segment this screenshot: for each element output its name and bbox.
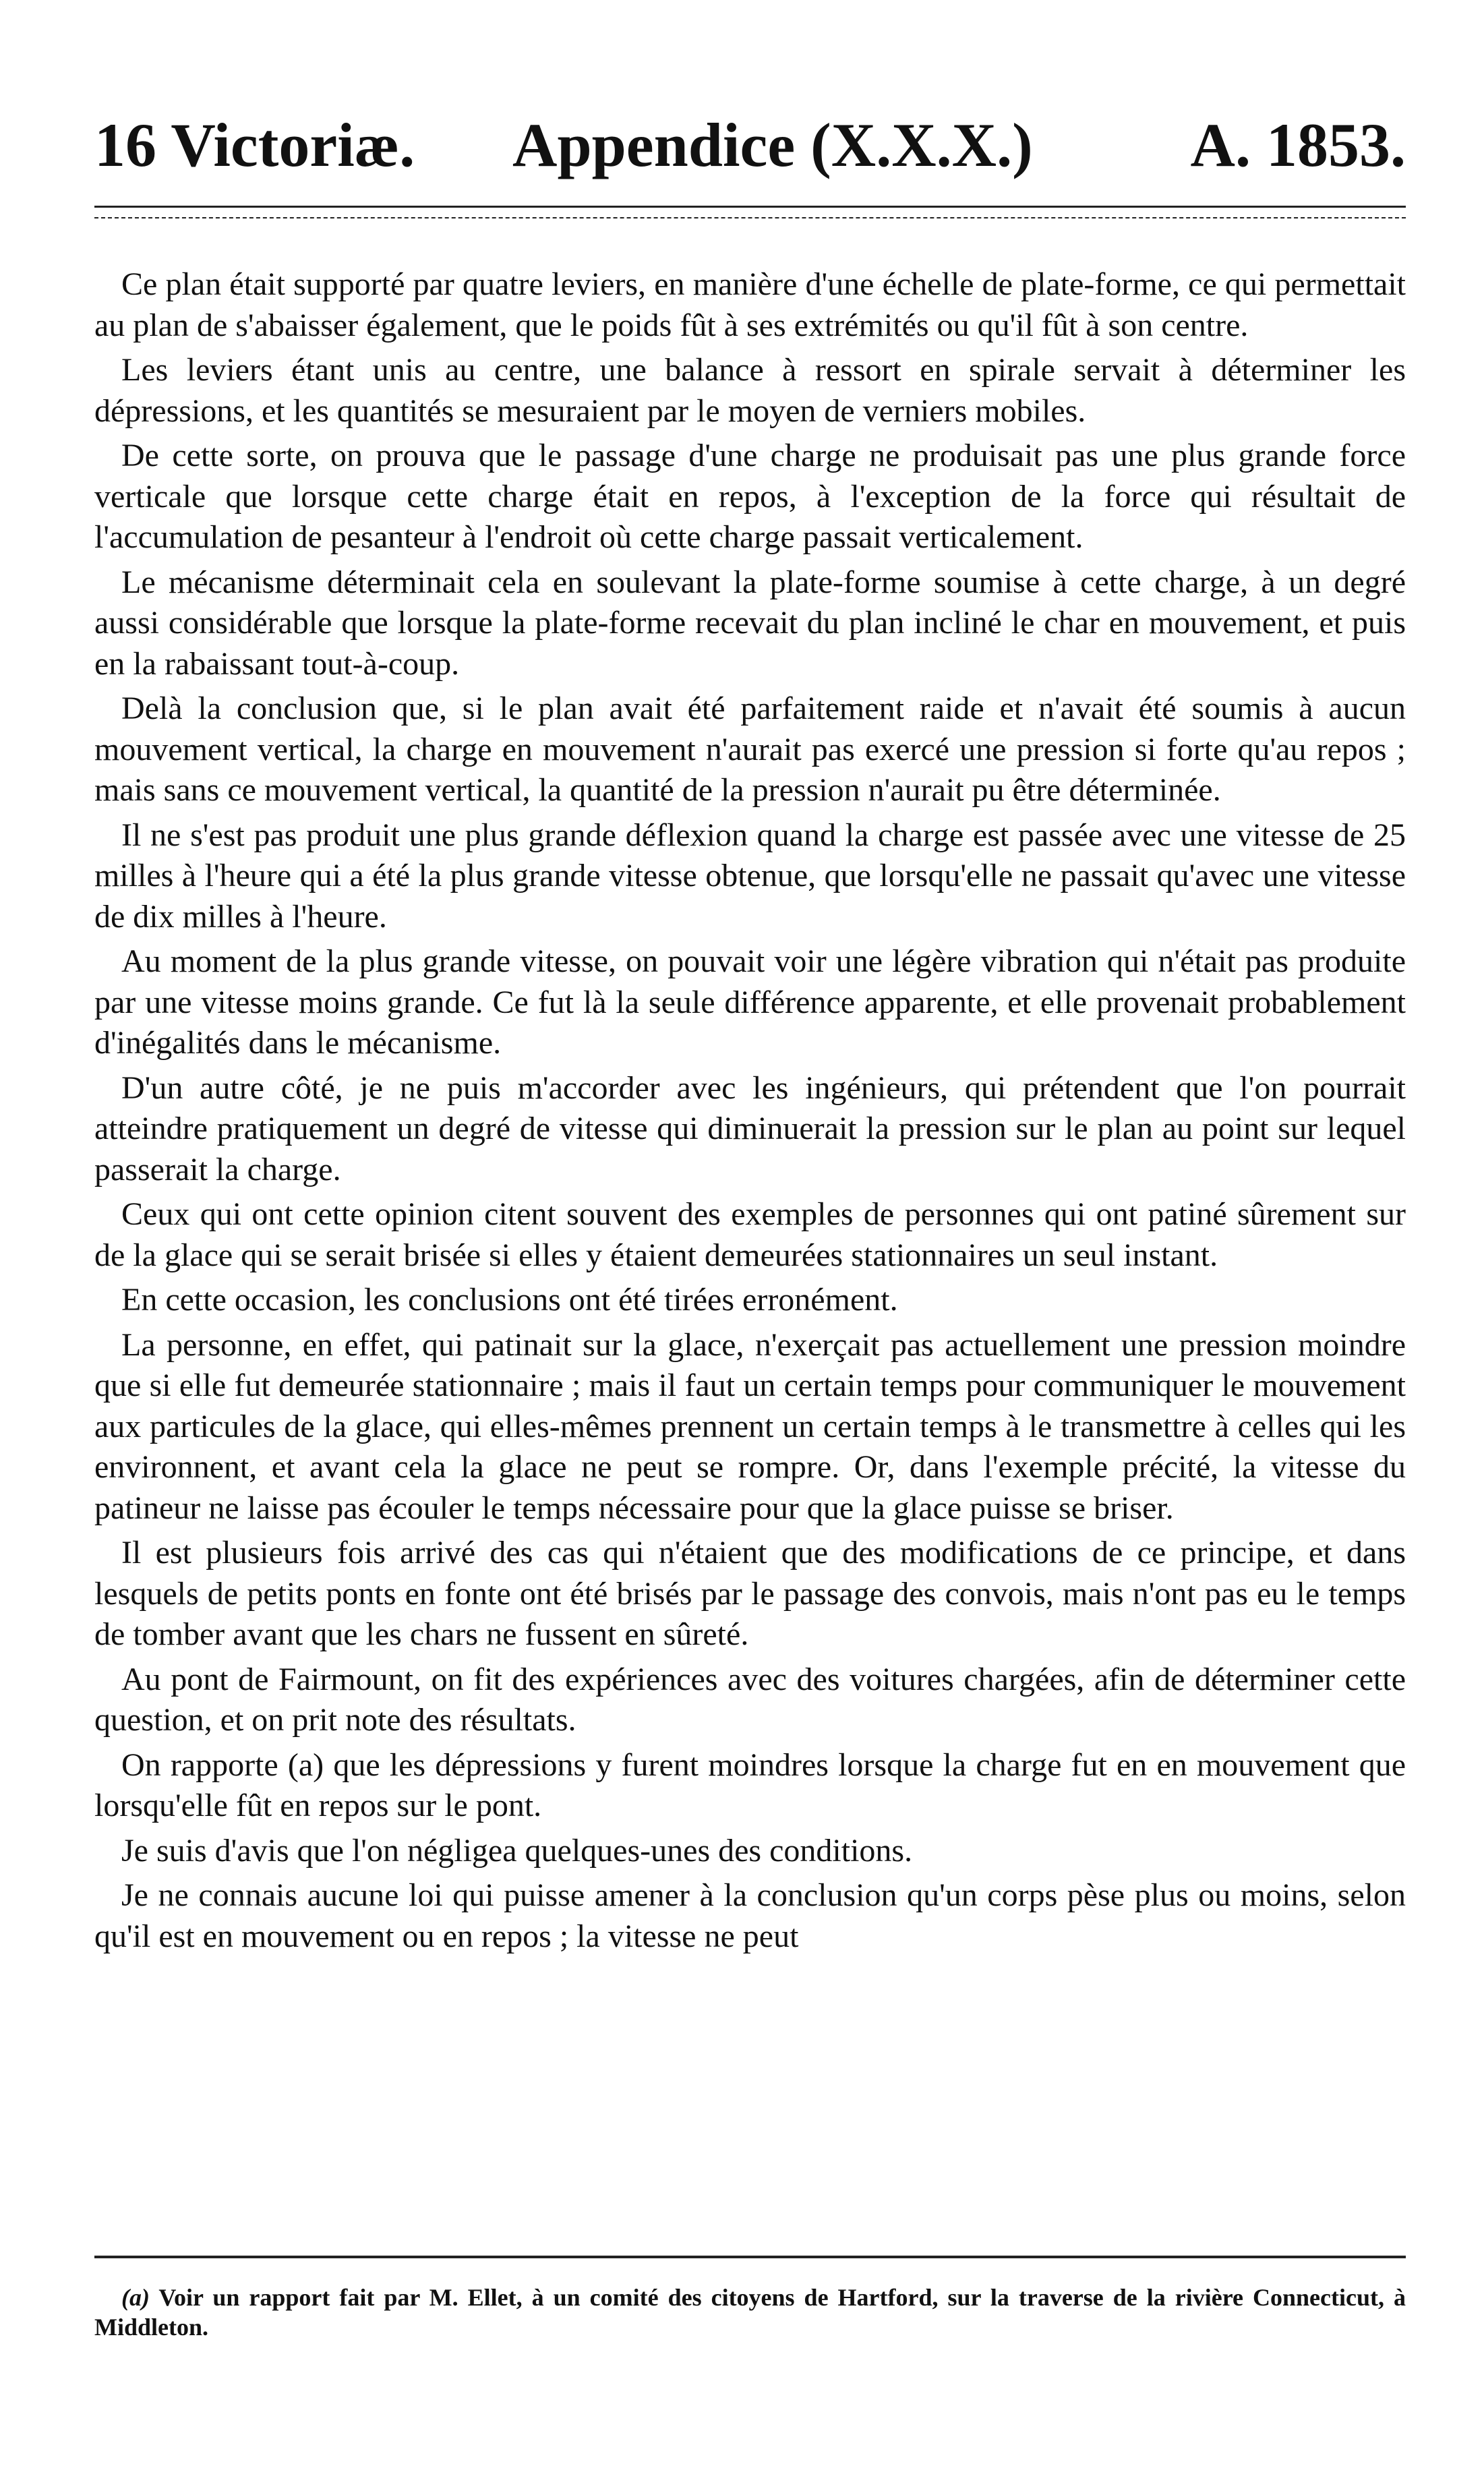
header-regnal-year: 16 Victoriæ. bbox=[94, 111, 415, 179]
header-rule bbox=[94, 206, 1406, 208]
paragraph: Delà la conclusion que, si le plan avait été parfaitement raide et n'avait été soumis à aucun mouvement vertical, la charge en mouvement n'aurait pas exercé une pression si forte qu'au repos ; mais sans ce mouvement vertical, la quantité de la pression n'aurait pu être déterminée. bbox=[94, 691, 1406, 808]
paragraph: D'un autre côté, je ne puis m'accorder avec les ingénieurs, qui prétendent que l'on pourrait atteindre pratiquement un degré de vitesse qui diminuerait la pression sur le plan au point sur lequel passerait la charge. bbox=[94, 1069, 1406, 1187]
body-text bbox=[94, 264, 1406, 1961]
header-rule-dashed bbox=[94, 217, 1406, 218]
paragraph: En cette occasion, les conclusions ont été tirées erronément. bbox=[121, 1282, 898, 1318]
footnote bbox=[94, 2283, 1406, 2342]
paragraph: La personne, en effet, qui patinait sur la glace, n'exerçait pas actuellement une pression moindre que si elle fut demeurée stationnaire ; mais il faut un certain temps pour communiquer le mouvement aux particules de la glace, qui elles-mêmes prennent un certain temps à le transmettre à celles qui les environnent, et avant cela la glace ne peut se rompre. Or, dans l'exemple précité, la vitesse du patineur ne laisse pas écouler le temps nécessaire pour que la glace puisse se briser. bbox=[94, 1326, 1406, 1526]
paragraph: Le mécanisme déterminait cela en soulevant la plate-forme soumise à cette charge, à un degré aussi considérable que lorsque la plate-forme recevait du plan incliné le char en mouvement, et puis en la rabaissant tout-à-coup. bbox=[94, 564, 1406, 682]
footnote-rule bbox=[94, 2256, 1406, 2258]
footnote-text: Voir un rapport fait par M. Ellet, à un comité des citoyens de Hartford, sur la traverse de la rivière Connecticut, à Middleton. bbox=[94, 2284, 1406, 2341]
page-header bbox=[94, 101, 1406, 189]
paragraph: Ceux qui ont cette opinion citent souvent des exemples de personnes qui ont patiné sûrement sur de la glace qui se serait brisée si elles y étaient demeurées stationnaires un seul instant. bbox=[94, 1196, 1406, 1273]
paragraph: Je suis d'avis que l'on négligea quelques-unes des conditions. bbox=[121, 1832, 913, 1869]
footnote-mark: (a) bbox=[121, 2284, 150, 2311]
header-appendix: Appendice (X.X.X.) bbox=[512, 111, 1033, 179]
paragraph: De cette sorte, on prouva que le passage d'une charge ne produisait pas une plus grande force verticale que lorsque cette charge était en repos, à l'exception de la force qui résultait de l'accumulation de pesanteur à l'endroit où cette charge passait verticalement. bbox=[94, 438, 1406, 555]
paragraph: Il ne s'est pas produit une plus grande déflexion quand la charge est passée avec une vitesse de 25 milles à l'heure qui a été la plus grande vitesse obtenue, que lorsqu'elle ne passait qu'avec une vitesse de dix milles à l'heure. bbox=[94, 817, 1406, 935]
header-year: A. 1853. bbox=[1190, 111, 1406, 179]
paragraph: Au moment de la plus grande vitesse, on pouvait voir une légère vibration qui n'était pas produite par une vitesse moins grande. Ce fut là la seule différence apparente, et elle provenait probablement d'inégalités dans le mécanisme. bbox=[94, 943, 1406, 1061]
paragraph: On rapporte (a) que les dépressions y furent moindres lorsque la charge fut en en mouvement que lorsqu'elle fût en repos sur le pont. bbox=[94, 1746, 1406, 1823]
paragraph: Je ne connais aucune loi qui puisse amener à la conclusion qu'un corps pèse plus ou moins, selon qu'il est en mouvement ou en repos ; la vitesse ne peut bbox=[94, 1877, 1406, 1954]
paragraph: Il est plusieurs fois arrivé des cas qui n'étaient que des modifications de ce principe, et dans lesquels de petits ponts en fonte ont été brisés par le passage des convois, mais n'ont pas eu le temps de tomber avant que les chars ne fussent en sûreté. bbox=[94, 1535, 1406, 1652]
footnote-paragraph bbox=[94, 2283, 1406, 2342]
paragraph: Au pont de Fairmount, on fit des expériences avec des voitures chargées, afin de déterminer cette question, et on prit note des résultats. bbox=[94, 1661, 1406, 1738]
paragraph: Ce plan était supporté par quatre leviers, en manière d'une échelle de plate-forme, ce qui permettait au plan de s'abaisser également, que le poids fût à ses extrémités ou qu'il fût à son centre. bbox=[94, 266, 1406, 343]
paragraph: Les leviers étant unis au centre, une balance à ressort en spirale servait à déterminer les dépressions, et les quantités se mesuraient par le moyen de verniers mobiles. bbox=[94, 352, 1406, 429]
